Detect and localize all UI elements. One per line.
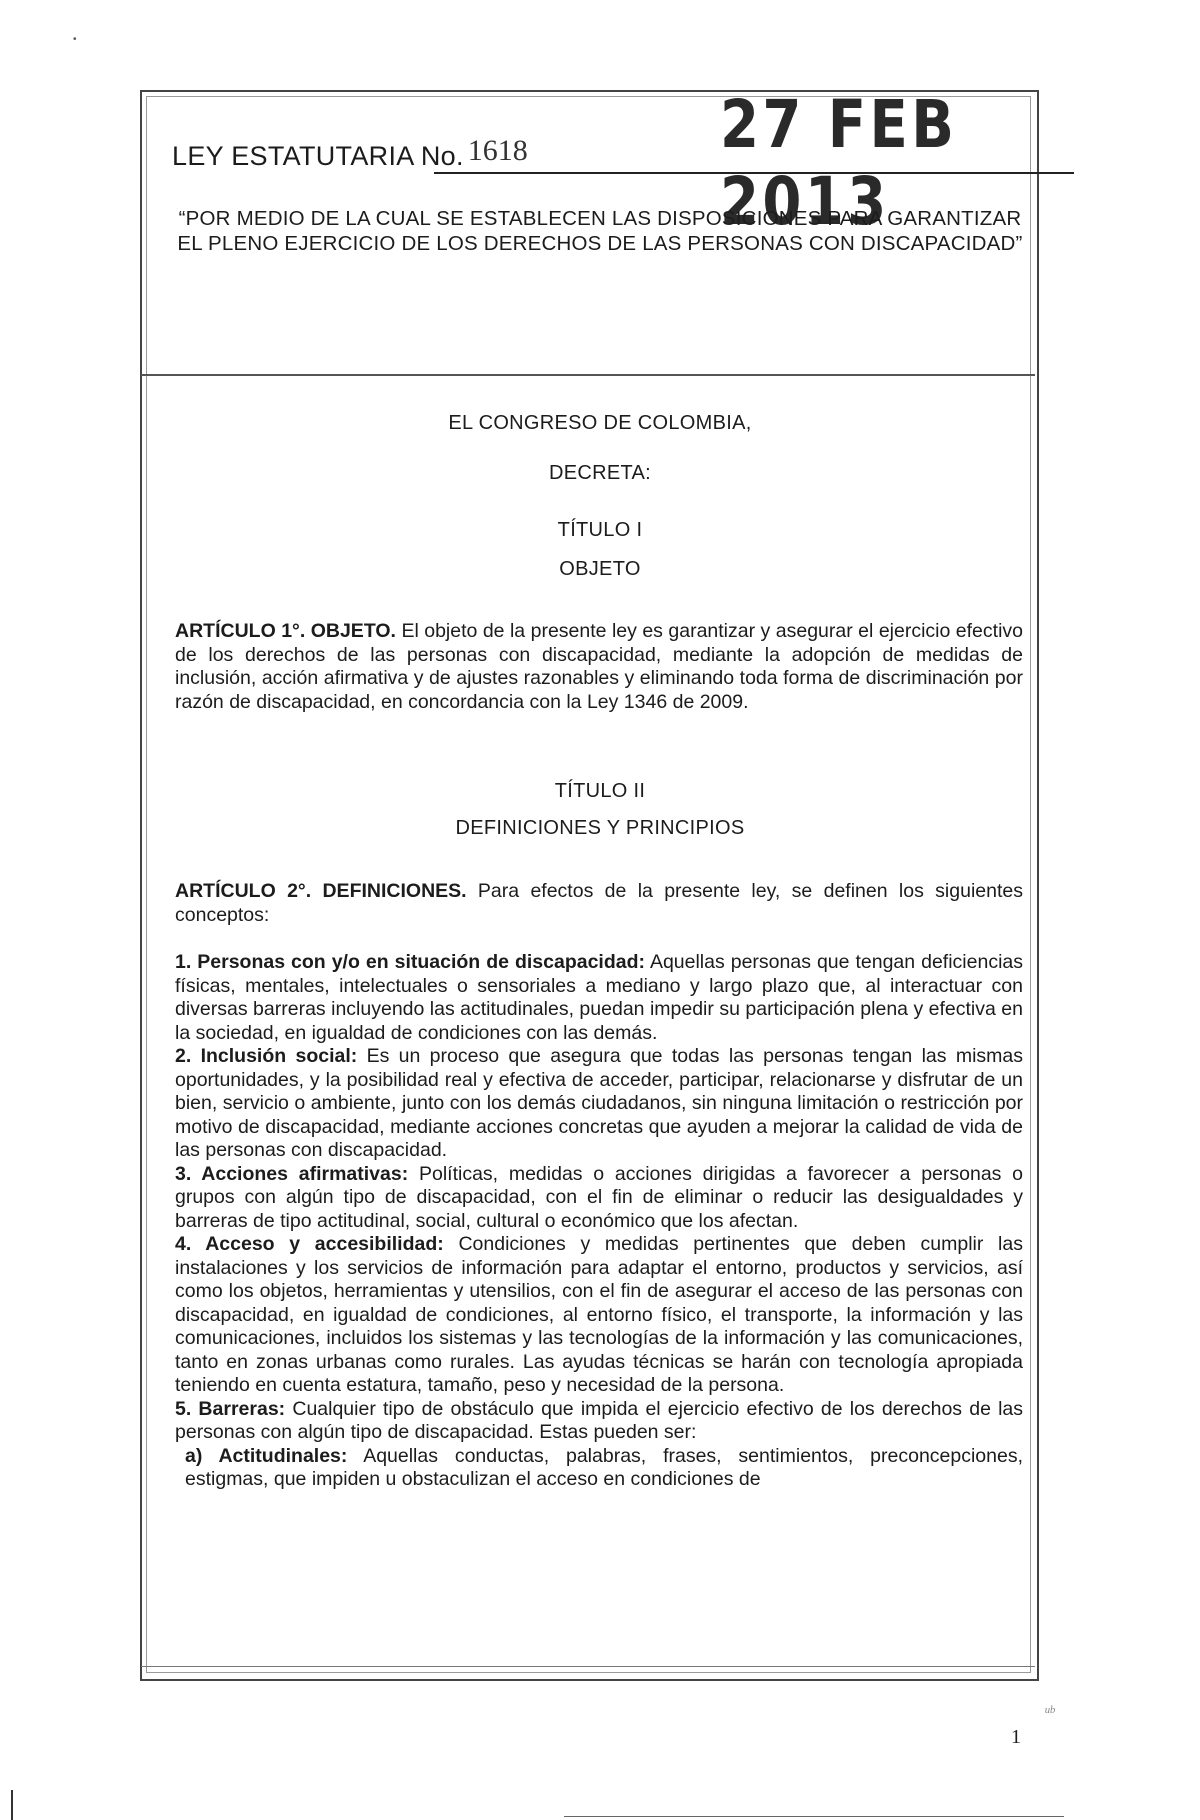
article-2-text: Para efectos de la presente ley, se definen los siguientes conceptos: bbox=[175, 880, 1023, 926]
definition-term: 5. Barreras: bbox=[175, 1397, 286, 1420]
definition-term: 3. Acciones afirmativas: bbox=[175, 1162, 409, 1185]
date-stamp: 27 FEB 2013 bbox=[720, 86, 958, 240]
subitem-term: a) Actitudinales: bbox=[185, 1444, 348, 1467]
definition-term: 2. Inclusión social: bbox=[175, 1045, 358, 1067]
title-2-heading: TÍTULO II bbox=[554, 780, 646, 802]
bottom-rule bbox=[141, 1666, 1035, 1667]
decree-heading: DECRETA: bbox=[548, 462, 652, 484]
definition-item bbox=[175, 1398, 1023, 1445]
definition-item bbox=[175, 1163, 1023, 1234]
scan-bottom-line bbox=[564, 1816, 1064, 1817]
definition-item bbox=[175, 1233, 1023, 1398]
article-2-label: ARTÍCULO 2°. DEFINICIONES. bbox=[175, 880, 467, 902]
definition-text: Aquellas personas que tengan deficiencias físicas, mentales, intelectuales o sensoriales a mediano y largo plazo que, al interactuar con diversas barreras incluyendo las actitudinales, puedan impedir su participación plena y efectiva en la sociedad, en igualdad de condiciones con las demás. bbox=[175, 951, 1023, 1044]
article-1-text: El objeto de la presente ley es garantizar y asegurar el ejercicio efectivo de los derechos de las personas con discapacidad, mediante la adopción de medidas de inclusión, acción afirmativa y de ajustes razonables y eliminando toda forma de discriminación por razón de discapacidad, en concordancia con la Ley 1346 de 2009. bbox=[175, 620, 1023, 713]
definition-text: Cualquier tipo de obstáculo que impida el ejercicio efectivo de los derechos de las personas con algún tipo de discapacidad. Estas pueden ser: bbox=[175, 1397, 1024, 1443]
article-1 bbox=[175, 620, 1023, 714]
definitions-list bbox=[175, 951, 1023, 1492]
definition-text: Políticas, medidas o acciones dirigidas a favorecer a personas o grupos con algún tipo de discapacidad, con el fin de eliminar o reducir las desigualdades y barreras de tipo actitudinal, social, cultural o económico que los afectan. bbox=[175, 1162, 1024, 1232]
page-number: 1 bbox=[1011, 1726, 1021, 1748]
article-2 bbox=[175, 880, 1023, 927]
law-title: “POR MEDIO DE LA CUAL SE ESTABLECEN LAS DISPOSICIONES PARA GARANTIZAR EL PLENO EJERCICIO DE LOS DERECHOS DE LAS PERSONAS CON DISCAPACIDAD” bbox=[177, 207, 1023, 255]
margin-initials: ᵘᵇ bbox=[1044, 1702, 1055, 1722]
article-1-label: ARTÍCULO 1°. OBJETO. bbox=[175, 620, 396, 642]
subitem-text: Aquellas conductas, palabras, frases, sentimientos, preconcepciones, estigmas, que impiden u obstaculizan el acceso en condiciones de bbox=[185, 1444, 1024, 1490]
definition-term: 4. Acceso y accesibilidad: bbox=[175, 1233, 444, 1255]
definition-item bbox=[175, 1045, 1023, 1163]
definition-item bbox=[175, 951, 1023, 1045]
title-1-name: OBJETO bbox=[559, 558, 641, 580]
definition-text: Condiciones y medidas pertinentes que deben cumplir las instalaciones y los servicios de información para adaptar el entorno, productos y servicios, así como los objetos, herramientas y utensilios, con el fin de asegurar el acceso de las personas con discapacidad, en igualdad de condiciones, al entorno físico, el transporte, la información y las comunicaciones, incluidos los sistemas y las tecnologías de la información y las comunicaciones, tanto en zonas urbanas como rurales. Las ayudas técnicas se harán con tecnología apropiada teniendo en cuenta estatura, tamaño, peso y necesidad de la persona. bbox=[175, 1233, 1023, 1396]
title-2-name: DEFINICIONES Y PRINCIPIOS bbox=[455, 817, 745, 839]
definition-term: 1. Personas con y/o en situación de discapacidad: bbox=[175, 951, 646, 973]
header-divider bbox=[141, 374, 1035, 376]
barrier-subitem bbox=[185, 1445, 1023, 1492]
title-1-heading: TÍTULO I bbox=[557, 519, 643, 541]
scan-mark: • bbox=[73, 34, 77, 45]
law-number: 1618 bbox=[467, 134, 528, 167]
law-heading bbox=[172, 118, 558, 178]
issuer-heading: EL CONGRESO DE COLOMBIA, bbox=[448, 412, 752, 434]
definition-text: Es un proceso que asegura que todas las personas tengan las mismas oportunidades, y la posibilidad real y efectiva de acceder, participar, relacionarse y disfrutar de un bien, servicio o ambiente, junto con los demás ciudadanos, sin ninguna limitación o restricción por motivo de discapacidad, mediante acciones concretas que ayuden a mejorar la calidad de vida de las personas con discapacidad. bbox=[175, 1045, 1024, 1161]
law-label: LEY ESTATUTARIA No. bbox=[172, 141, 464, 171]
scan-edge-line bbox=[11, 1790, 13, 1820]
